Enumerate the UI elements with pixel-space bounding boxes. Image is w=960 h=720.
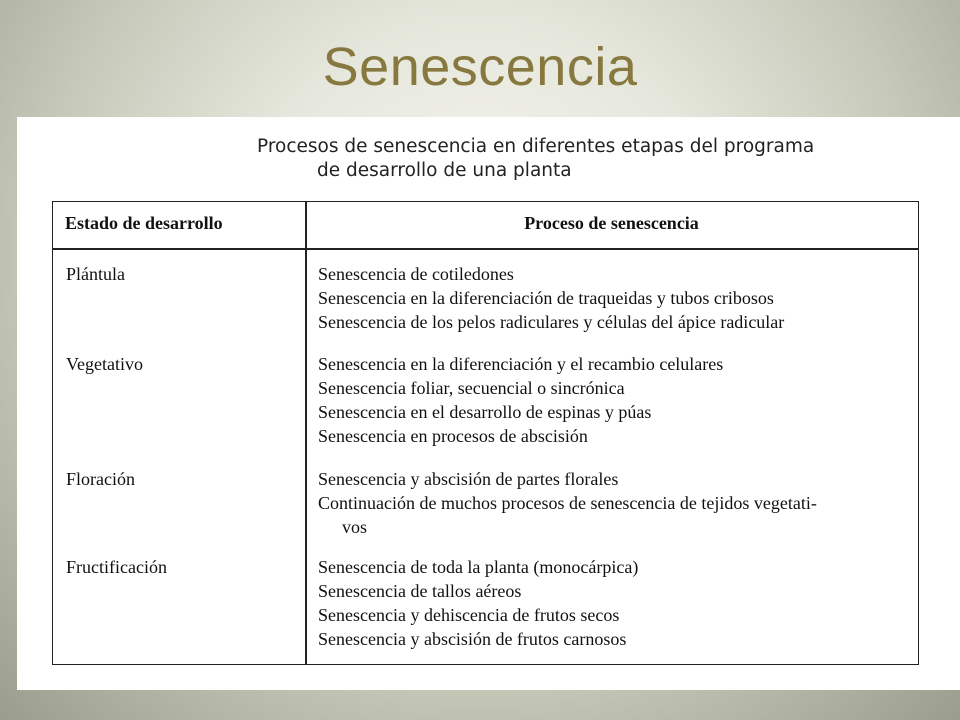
table-caption [257, 135, 917, 183]
senescence-table [52, 201, 919, 665]
slide-title: Senescencia [322, 37, 638, 97]
process-item: Senescencia y dehiscencia de frutos secos [318, 605, 620, 625]
column-divider [305, 202, 307, 664]
process-item: Continuación de muchos procesos de senescencia de tejidos vegetati- [318, 493, 817, 513]
caption-line-1: Procesos de senescencia en diferentes etapas del programa [257, 136, 815, 157]
process-item: Senescencia y abscisión de frutos carnosos [318, 629, 627, 649]
processes-fructificacion [318, 555, 913, 651]
process-item: Senescencia foliar, secuencial o sincrónica [318, 378, 625, 398]
header-process: Proceso de senescencia [524, 213, 699, 233]
process-item: Senescencia en el desarrollo de espinas y púas [318, 402, 652, 422]
process-item: Senescencia de cotiledones [318, 264, 514, 284]
process-item: Senescencia en la diferenciación y el recambio celulares [318, 354, 724, 374]
stage-plantula: Plántula [66, 264, 125, 284]
process-item: Senescencia de los pelos radiculares y células del ápice radicular [318, 312, 785, 332]
process-item: vos [342, 517, 368, 537]
process-item: Senescencia de toda la planta (monocárpica) [318, 557, 639, 577]
processes-floracion [318, 467, 913, 539]
stage-floracion: Floración [66, 469, 135, 489]
header-rule [53, 248, 918, 250]
header-stage: Estado de desarrollo [65, 213, 223, 233]
stage-vegetativo: Vegetativo [66, 354, 143, 374]
caption-line-2: de desarrollo de una planta [317, 160, 572, 181]
process-item: Senescencia de tallos aéreos [318, 581, 522, 601]
stage-fructificacion: Fructificación [66, 557, 167, 577]
process-item: Senescencia en la diferenciación de traqueidas y tubos cribosos [318, 288, 774, 308]
scanned-figure [17, 117, 960, 690]
processes-vegetativo [318, 352, 913, 448]
processes-plantula [318, 262, 913, 334]
process-item: Senescencia en procesos de abscisión [318, 426, 588, 446]
process-item: Senescencia y abscisión de partes florales [318, 469, 619, 489]
